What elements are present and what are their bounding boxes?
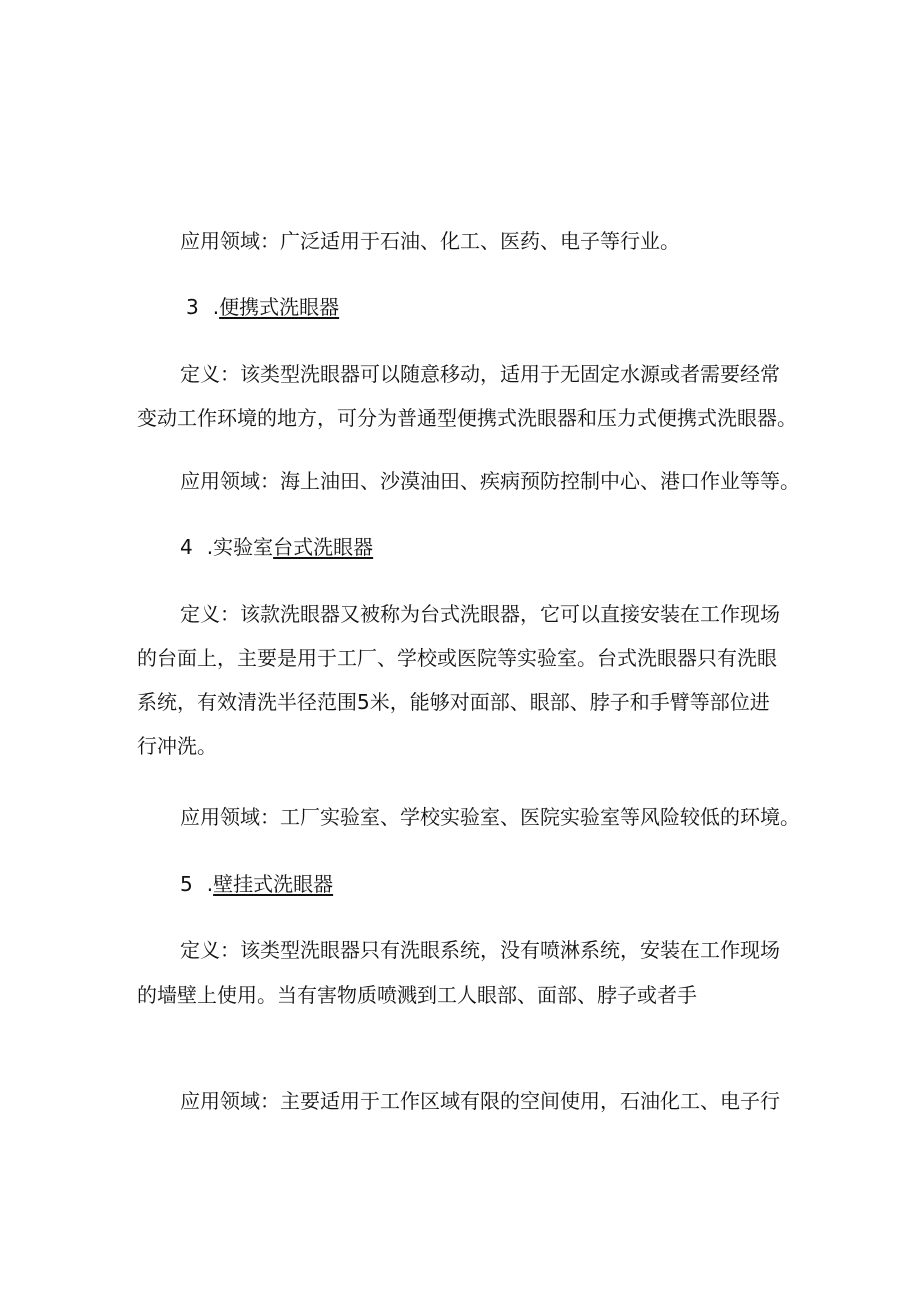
section-title: 便携式洗眼器	[219, 295, 340, 319]
section-prefix: .	[206, 872, 214, 896]
application-field-4: 应用领域：工厂实验室、学校实验室、医院实验室等风险较低的环境。	[180, 805, 800, 829]
section-prefix: .实验室	[206, 535, 274, 559]
definition-4-line-4: 行冲洗。	[137, 734, 217, 758]
application-field-5: 应用领域：主要适用于工作区域有限的空间使用，石油化工、电子行	[180, 1089, 780, 1113]
section-heading-3	[186, 295, 339, 319]
definition-3-line-1: 定义：该类型洗眼器可以随意移动，适用于无固定水源或者需要经常	[180, 362, 780, 386]
section-number: 3	[186, 295, 199, 319]
section-title: 台式洗眼器	[273, 535, 374, 559]
section-title: 壁挂式洗眼器	[213, 872, 334, 896]
section-heading-5	[180, 872, 333, 896]
application-field-1: 应用领域：广泛适用于石油、化工、医药、电子等行业。	[180, 229, 680, 253]
definition-4-line-2: 的台面上，主要是用于工厂、学校或医院等实验室。台式洗眼器只有洗眼	[137, 646, 777, 670]
definition-5-line-2: 的墙壁上使用。当有害物质喷溅到工人眼部、面部、脖子或者手	[137, 983, 697, 1007]
definition-3-line-2: 变动工作环境的地方，可分为普通型便携式洗眼器和压力式便携式洗眼器。	[137, 406, 797, 430]
section-number: 4	[180, 535, 193, 559]
section-heading-4	[180, 535, 373, 559]
section-prefix: .	[212, 295, 220, 319]
definition-4-line-3: 系统，有效清洗半径范围5米，能够对面部、眼部、脖子和手臂等部位进	[137, 690, 770, 714]
application-field-3: 应用领域：海上油田、沙漠油田、疾病预防控制中心、港口作业等等。	[180, 469, 800, 493]
definition-5-line-1: 定义：该类型洗眼器只有洗眼系统，没有喷淋系统，安装在工作现场	[180, 938, 780, 962]
section-number: 5	[180, 872, 193, 896]
definition-4-line-1: 定义：该款洗眼器又被称为台式洗眼器，它可以直接安装在工作现场	[180, 602, 780, 626]
